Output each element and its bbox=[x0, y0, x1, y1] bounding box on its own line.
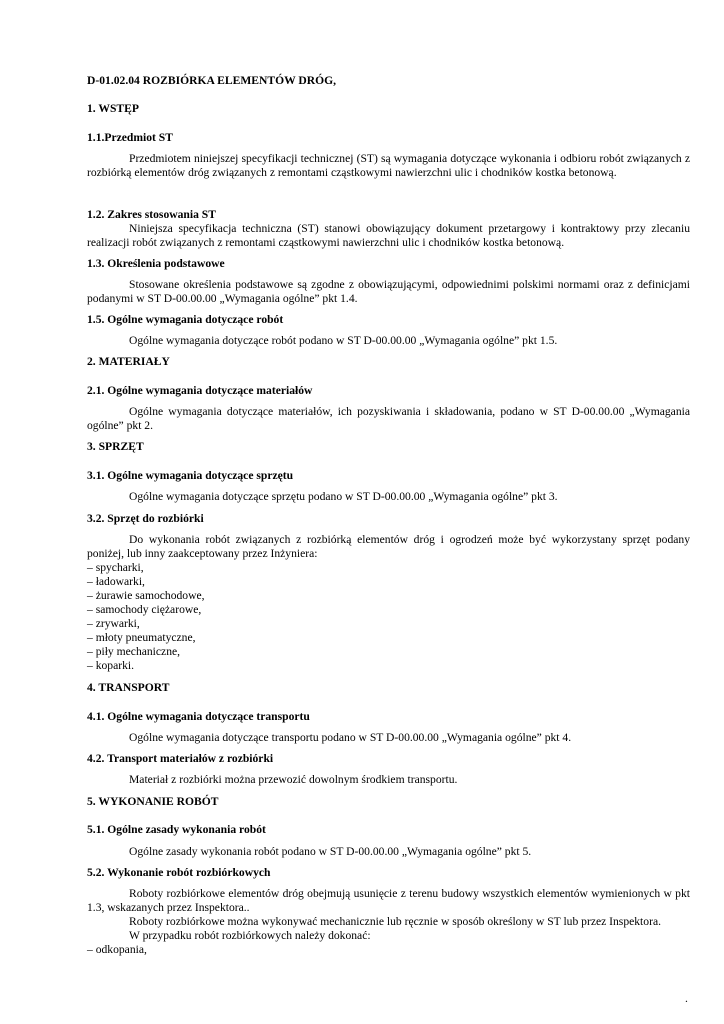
paragraph-5-1-text: Ogólne zasady wykonania robót podano w ST D-00.00.00 „Wymagania ogólne” pkt 5. bbox=[129, 845, 532, 858]
document-title: D-01.02.04 ROZBIÓRKA ELEMENTÓW DRÓG, bbox=[87, 74, 337, 87]
subsection-heading-5-2: 5.2. Wykonanie robót rozbiórkowych bbox=[87, 866, 271, 879]
paragraph-5-1 bbox=[87, 845, 690, 859]
equipment-list-item: – ładowarki, bbox=[87, 575, 145, 588]
equipment-list-item: – żurawie samochodowe, bbox=[87, 589, 205, 602]
paragraph-1-1-text: Przedmiotem niniejszej specyfikacji technicznej (ST) są wymagania dotyczące wykonania i odbioru robót związanych z rozbiórką elementów dróg związanych z remontami cząstkowymi nawierzchni ulic i chodników kostka betonową. bbox=[87, 152, 690, 179]
paragraph-4-2 bbox=[87, 773, 690, 787]
subsection-heading-3-1: 3.1. Ogólne wymagania dotyczące sprzętu bbox=[87, 469, 294, 482]
paragraph-1-3 bbox=[87, 278, 690, 306]
paragraph-3-1-text: Ogólne wymagania dotyczące sprzętu podano w ST D-00.00.00 „Wymagania ogólne” pkt 3. bbox=[129, 490, 558, 503]
paragraph-4-2-text: Materiał z rozbiórki można przewozić dowolnym środkiem transportu. bbox=[129, 773, 458, 786]
paragraph-5-2-c bbox=[87, 929, 690, 943]
section-heading-3: 3. SPRZĘT bbox=[87, 440, 144, 453]
paragraph-4-1-text: Ogólne wymagania dotyczące transportu podano w ST D-00.00.00 „Wymagania ogólne” pkt 4. bbox=[129, 731, 572, 744]
paragraph-3-2 bbox=[87, 533, 690, 561]
subsection-heading-1-2: 1.2. Zakres stosowania ST bbox=[87, 208, 216, 221]
subsection-heading-4-1: 4.1. Ogólne wymagania dotyczące transportu bbox=[87, 710, 310, 723]
section-heading-5: 5. WYKONANIE ROBÓT bbox=[87, 795, 219, 808]
subsection-heading-3-2: 3.2. Sprzęt do rozbiórki bbox=[87, 512, 204, 525]
paragraph-2-1-text: Ogólne wymagania dotyczące materiałów, ich pozyskiwania i składowania, podano w ST D-00.00.00 „Wymagania ogólne” pkt 2. bbox=[87, 405, 690, 432]
page-mark: . bbox=[685, 992, 688, 1005]
equipment-list-item: – koparki. bbox=[87, 659, 135, 672]
equipment-list-item: – spycharki, bbox=[87, 561, 144, 574]
paragraph-5-2-a-text: Roboty rozbiórkowe elementów dróg obejmują usunięcie z terenu budowy wszystkich elementów wymienionych w pkt 1.3, wskazanych przez Inspektora.. bbox=[87, 887, 690, 914]
section-heading-1: 1. WSTĘP bbox=[87, 102, 139, 115]
equipment-list-item: – piły mechaniczne, bbox=[87, 645, 181, 658]
paragraph-5-2-b bbox=[87, 915, 690, 929]
subsection-heading-4-2: 4.2. Transport materiałów z rozbiórki bbox=[87, 752, 274, 765]
paragraph-5-2-a bbox=[87, 887, 690, 915]
paragraph-1-2 bbox=[87, 222, 690, 250]
section-heading-2: 2. MATERIAŁY bbox=[87, 355, 170, 368]
equipment-list-item: – młoty pneumatyczne, bbox=[87, 631, 196, 644]
equipment-list-item: – samochody ciężarowe, bbox=[87, 603, 202, 616]
subsection-heading-1-5: 1.5. Ogólne wymagania dotyczące robót bbox=[87, 313, 284, 326]
paragraph-1-1 bbox=[87, 152, 690, 180]
paragraph-3-2-text: Do wykonania robót związanych z rozbiórką elementów dróg i ogrodzeń może być wykorzystany sprzęt podany poniżej, lub inny zaakceptowany przez Inżyniera: bbox=[87, 533, 690, 560]
subsection-heading-2-1: 2.1. Ogólne wymagania dotyczące materiałów bbox=[87, 384, 313, 397]
paragraph-5-2-b-text: Roboty rozbiórkowe można wykonywać mechanicznie lub ręcznie w sposób określony w ST lub przez Inspektora. bbox=[129, 915, 661, 928]
subsection-heading-5-1: 5.1. Ogólne zasady wykonania robót bbox=[87, 823, 266, 836]
paragraph-1-2-text: Niniejsza specyfikacja techniczna (ST) stanowi obowiązujący dokument przetargowy i kontraktowy przy zlecaniu realizacji robót związanych z remontami cząstkowymi nawierzchni ulic i chodników kostka betonową. bbox=[87, 222, 690, 249]
paragraph-1-5-text: Ogólne wymagania dotyczące robót podano w ST D-00.00.00 „Wymagania ogólne” pkt 1.5. bbox=[129, 334, 558, 347]
paragraph-1-3-text: Stosowane określenia podstawowe są zgodne z obowiązującymi, odpowiednimi polskimi normami oraz z definicjami podanymi w ST D-00.00.00 „Wymagania ogólne” pkt 1.4. bbox=[87, 278, 690, 305]
section-heading-4: 4. TRANSPORT bbox=[87, 681, 170, 694]
subsection-heading-1-3: 1.3. Określenia podstawowe bbox=[87, 257, 225, 270]
paragraph-3-1 bbox=[87, 490, 690, 504]
paragraph-5-2-c-text: W przypadku robót rozbiórkowych należy dokonać: bbox=[129, 929, 371, 942]
subsection-heading-1-1: 1.1.Przedmiot ST bbox=[87, 131, 173, 144]
equipment-list-item: – zrywarki, bbox=[87, 617, 140, 630]
paragraph-2-1 bbox=[87, 405, 690, 433]
paragraph-4-1 bbox=[87, 731, 690, 745]
paragraph-1-5 bbox=[87, 334, 690, 348]
procedure-list-item: – odkopania, bbox=[87, 943, 147, 956]
